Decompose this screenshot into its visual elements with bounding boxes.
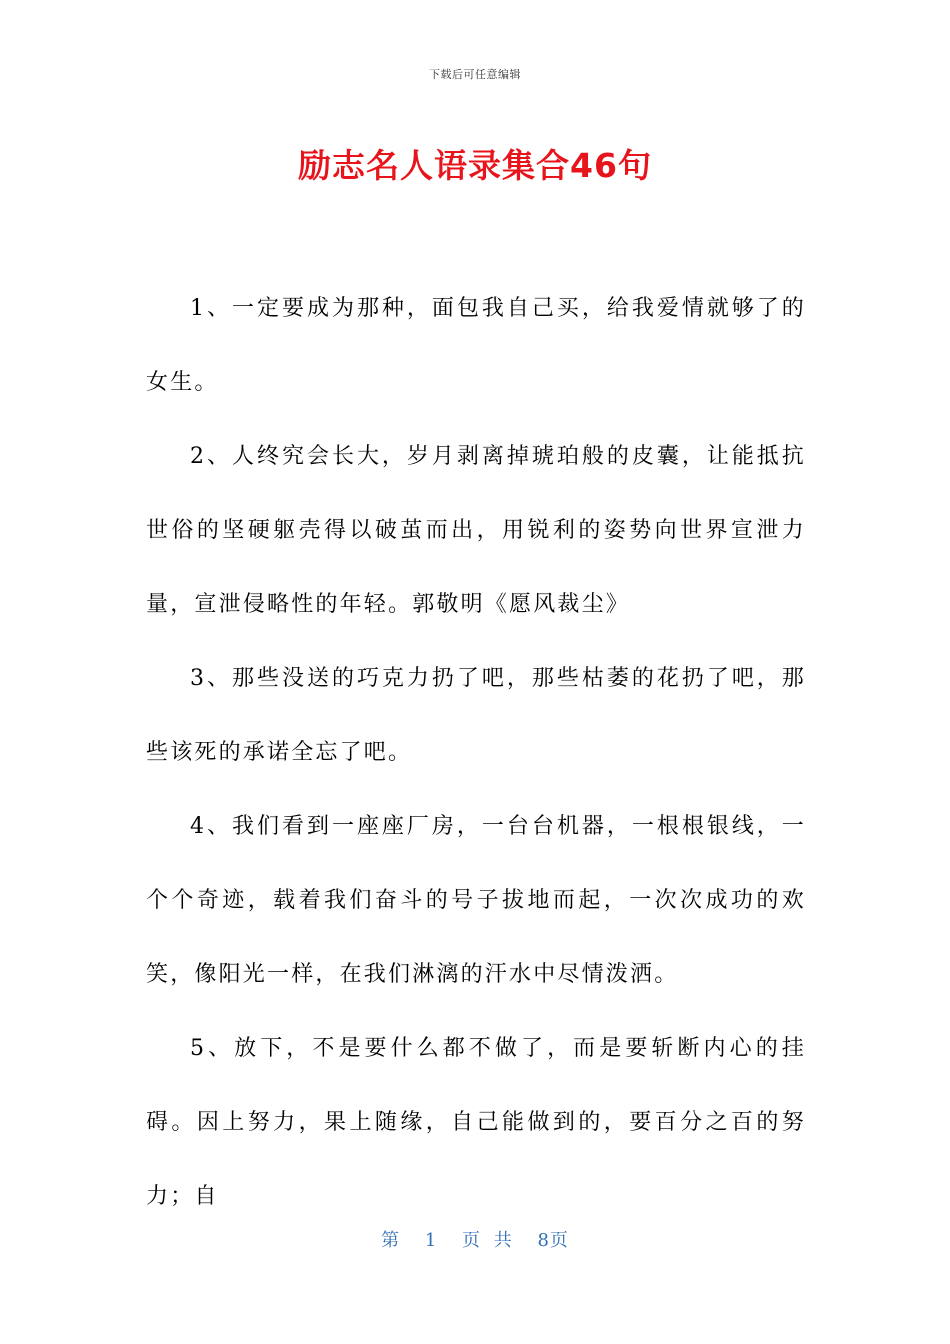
header-note: 下载后可任意编辑 (429, 68, 521, 81)
document-body (146, 272, 806, 1234)
footer-middle: 页 共 (462, 1230, 513, 1251)
paragraph-2: 2、人终究会长大，岁月剥离掉琥珀般的皮囊，让能抵抗世俗的坚硬躯壳得以破茧而出，用锐利的姿势向世界宣泄力量，宣泄侵略性的年轻。郭敬明《愿风裁尘》 (146, 444, 806, 617)
document-title: 励志名人语录集合46句 (298, 146, 652, 185)
paragraph-5: 5、放下，不是要什么都不做了，而是要斩断内心的挂碍。因上努力，果上随缘，自己能做到的，要百分之百的努力；自 (146, 1036, 806, 1209)
footer-page-number: 1 (424, 1230, 438, 1251)
page-footer (0, 1226, 950, 1252)
paragraph-3: 3、那些没送的巧克力扔了吧，那些枯萎的花扔了吧，那些该死的承诺全忘了吧。 (146, 666, 806, 765)
paragraph-4: 4、我们看到一座座厂房，一台台机器，一根根银线，一个个奇迹，载着我们奋斗的号子拔地而起，一次次成功的欢笑，像阳光一样，在我们淋漓的汗水中尽情泼洒。 (146, 814, 806, 987)
footer-total: 8页 (537, 1230, 569, 1251)
footer-prefix: 第 (381, 1230, 401, 1251)
paragraph-1: 1、一定要成为那种，面包我自己买，给我爱情就够了的女生。 (146, 296, 806, 395)
